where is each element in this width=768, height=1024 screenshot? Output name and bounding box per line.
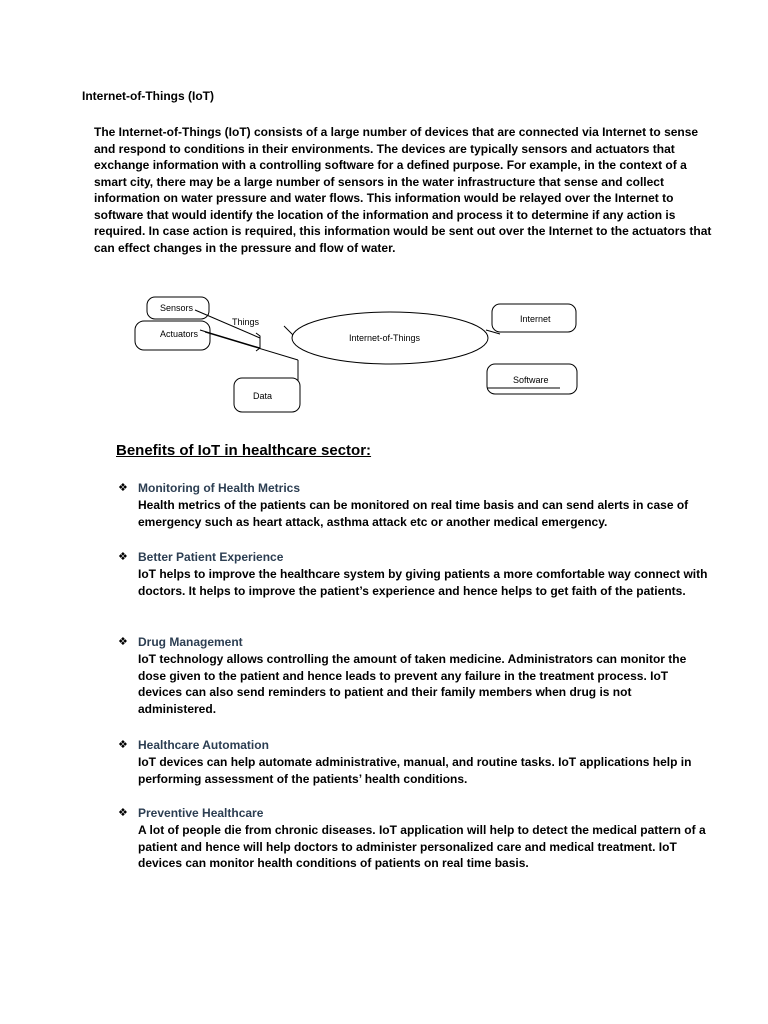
things-label: Things — [232, 317, 260, 327]
iot-ellipse-label: Internet-of-Things — [349, 333, 421, 343]
benefit-title: Healthcare Automation — [138, 738, 269, 752]
benefits-heading: Benefits of IoT in healthcare sector: — [116, 442, 372, 459]
benefit-text: IoT technology allows controlling the amount of taken medicine. Administrators can monitor the dose given to the patient and hence leads to prevent any failure in the treatment process. IoT devices can also send reminders to patient and their family members when drug is not administered. — [138, 652, 687, 716]
benefit-text: IoT helps to improve the healthcare system by giving patients a more comfortable way connect with doctors. It helps to improve the patient’s experience and hence helps to get faith of the patients. — [138, 567, 708, 598]
benefit-title: Better Patient Experience — [138, 550, 284, 564]
benefit-item — [118, 737, 708, 787]
diamond-bullet-icon: ❖ — [118, 551, 128, 563]
internet-label: Internet — [520, 314, 551, 324]
sensors-label: Sensors — [160, 303, 194, 313]
diamond-bullet-icon: ❖ — [118, 807, 128, 819]
software-label: Software — [513, 375, 549, 385]
iot-diagram — [120, 290, 590, 420]
data-label: Data — [253, 391, 273, 401]
benefit-title: Preventive Healthcare — [138, 806, 264, 820]
benefit-item — [118, 634, 708, 717]
benefit-title: Monitoring of Health Metrics — [138, 481, 300, 495]
benefit-item — [118, 480, 708, 530]
intro-paragraph: The Internet-of-Things (IoT) consists of a large number of devices that are connected via Internet to sense and respond to conditions in their environments. The devices are typically sensors and actuators that exchange information with a controlling software for a defined purpose. For example, in the context of a smart city, there may be a large number of sensors in the water infrastructure that sense and collect information on water pressure and water flows. This information would be relayed over the Internet to software that would identify the location of the information and process it to determine if any action is required. In case action is required, this information would be sent out over the Internet to the actuators that can effect changes in the pressure and flow of water. — [94, 125, 712, 255]
benefit-item — [118, 549, 708, 599]
benefit-text: A lot of people die from chronic diseases. IoT application will help to detect the medical pattern of a patient and hence will help doctors to administer personalized care and medical treatment. IoT devices can monitor health conditions of patients on real time basis. — [138, 823, 706, 870]
benefit-title: Drug Management — [138, 635, 243, 649]
benefit-text: Health metrics of the patients can be monitored on real time basis and can send alerts in case of emergency such as heart attack, asthma attack etc or another medical emergency. — [138, 498, 689, 529]
page-title: Internet-of-Things (IoT) — [82, 89, 214, 103]
diamond-bullet-icon: ❖ — [118, 482, 128, 494]
benefit-text: IoT devices can help automate administrative, manual, and routine tasks. IoT applications help in performing assessment of the patients’ health conditions. — [138, 755, 692, 786]
data-connector — [205, 332, 298, 360]
benefit-item — [118, 805, 708, 872]
diamond-bullet-icon: ❖ — [118, 636, 128, 648]
diamond-bullet-icon: ❖ — [118, 739, 128, 751]
actuators-label: Actuators — [160, 329, 199, 339]
